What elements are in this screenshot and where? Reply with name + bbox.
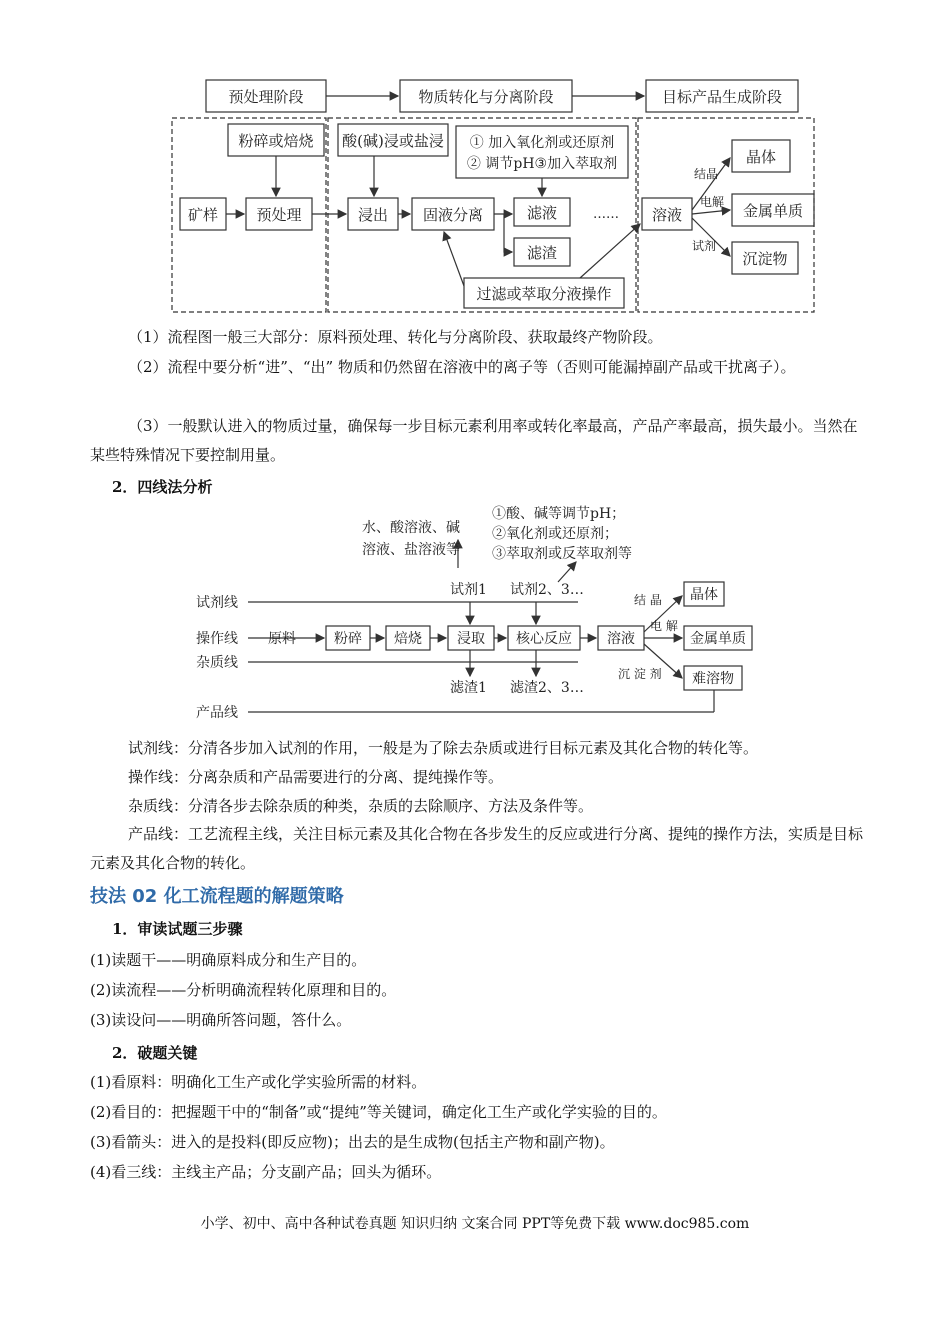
box-metal: 金属单质	[742, 202, 804, 220]
step-crush: 粉碎	[334, 631, 362, 647]
sub-heading-1: 1．审读试题三步骤	[112, 920, 243, 938]
top-right-1: ①酸、碱等调节pH；	[492, 506, 626, 522]
step-solution: 溶液	[607, 631, 635, 647]
product-crystal: 晶体	[690, 587, 718, 603]
step-1: (1)读题干——明确原料成分和生产目的。	[90, 951, 367, 969]
top-left-2: 溶液、盐溶液等	[362, 542, 460, 558]
product-insoluble: 难溶物	[692, 671, 734, 687]
stage-product: 目标产品生成阶段	[661, 88, 783, 106]
label-electrolysis: 电解	[699, 195, 725, 209]
para-2-3: 杂质线：分清各步去除杂质的种类，杂质的去除顺序、方法及条件等。	[128, 797, 594, 815]
box-residue: 滤渣	[526, 244, 558, 262]
ellipsis: ……	[593, 207, 619, 222]
label-electrolysis-2: 电 解	[650, 619, 678, 633]
box-sep: 固液分离	[422, 206, 484, 224]
section-title: 技法 02 化工流程题的解题策略	[90, 886, 344, 907]
step-3: (3)读设问——明确所答问题，答什么。	[90, 1011, 352, 1029]
para-1-3: （3）一般默认进入的物质过量，确保每一步目标元素利用率或转化率最高，产品产率最高，损失最小。当然在某些特殊情况下要控制用量。	[90, 417, 858, 464]
heading-four-line: 2．四线法分析	[112, 478, 213, 496]
box-ore: 矿样	[187, 206, 219, 224]
sub-heading-2: 2．破题关键	[112, 1044, 198, 1062]
label-reagent: 试剂	[691, 239, 717, 253]
step-2: (2)读流程——分析明确流程转化原理和目的。	[90, 981, 397, 999]
box-ops-2: ② 调节pH③加入萃取剂	[466, 156, 618, 172]
process-flow-diagram	[168, 74, 820, 318]
label-crystallize-2: 结 晶	[634, 593, 662, 607]
raw-material: 原料	[268, 631, 296, 647]
para-1-2: （2）流程中要分析“进”、“出” 物质和仍然留在溶液中的离子等（否则可能漏掉副产品或干扰离子）。	[128, 358, 796, 376]
label-crystallize: 结晶	[693, 167, 719, 181]
residue-2: 滤渣2、3…	[510, 680, 584, 696]
box-filtrate: 滤液	[526, 204, 558, 222]
stage-transform: 物质转化与分离阶段	[418, 88, 554, 106]
box-leachout: 浸出	[357, 206, 389, 224]
label-precipitant: 沉 淀 剂	[618, 667, 662, 681]
box-filter-op: 过滤或萃取分液操作	[476, 285, 612, 303]
four-line-diagram	[188, 500, 760, 724]
step-roast: 焙烧	[394, 631, 422, 647]
box-pretreat: 预处理	[256, 206, 302, 224]
line-operation: 操作线	[196, 631, 238, 647]
box-crystal: 晶体	[745, 148, 777, 166]
key-3: (3)看箭头：进入的是投料(即反应物)；出去的是生成物(包括主产物和副产物)。	[90, 1133, 615, 1151]
top-left-1: 水、酸溶液、碱	[362, 520, 460, 536]
line-impurity: 杂质线	[196, 655, 238, 671]
product-metal: 金属单质	[690, 631, 746, 647]
footer: 小学、初中、高中各种试卷真题 知识归纳 文案合同 PPT等免费下载 www.doc985.com	[200, 1216, 750, 1232]
para-2-2: 操作线：分离杂质和产品需要进行的分离、提纯操作等。	[128, 768, 504, 786]
para-2-1: 试剂线：分清各步加入试剂的作用，一般是为了除去杂质或进行目标元素及其化合物的转化等。	[128, 739, 759, 757]
top-right-3: ③萃取剂或反萃取剂等	[492, 546, 632, 562]
box-crush: 粉碎或焙烧	[238, 132, 314, 150]
key-2: (2)看目的：把握题干中的“制备”或“提纯”等关键词，确定化工生产或化学实验的目的。	[90, 1103, 667, 1121]
residue-1: 滤渣1	[450, 680, 487, 696]
box-solution: 溶液	[651, 206, 683, 224]
para-1-1: （1）流程图一般三大部分：原料预处理、转化与分离阶段、获取最终产物阶段。	[128, 328, 663, 346]
stage-pretreat: 预处理阶段	[228, 88, 304, 106]
key-1: (1)看原料：明确化工生产或化学实验所需的材料。	[90, 1073, 427, 1091]
para-2-4: 产品线：工艺流程主线，关注目标元素及其化合物在各步发生的反应或进行分离、提纯的操作方法，实质是目标元素及其化合物的转化。	[90, 825, 864, 872]
box-precip: 沉淀物	[742, 250, 788, 268]
key-4: (4)看三线：主线主产品；分支副产品；回头为循环。	[90, 1163, 442, 1181]
step-core: 核心反应	[516, 631, 572, 647]
reagent-1: 试剂1	[450, 582, 487, 598]
step-leach: 浸取	[457, 631, 485, 647]
line-product: 产品线	[196, 705, 238, 721]
box-ops-1: ① 加入氧化剂或还原剂	[469, 135, 615, 151]
reagent-2: 试剂2、3…	[510, 582, 584, 598]
box-leach-agent: 酸(碱)浸或盐浸	[342, 132, 444, 150]
top-right-2: ②氧化剂或还原剂；	[492, 526, 618, 542]
line-reagent: 试剂线	[196, 595, 238, 611]
